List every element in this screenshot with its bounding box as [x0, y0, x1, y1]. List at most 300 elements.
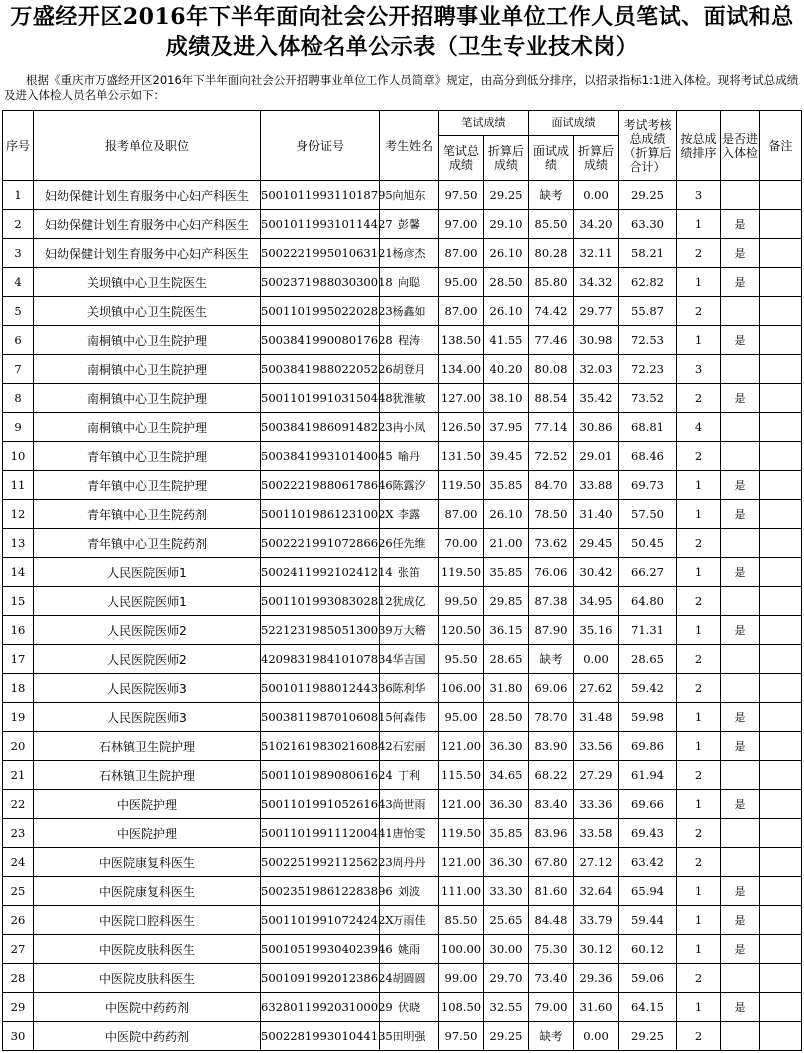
cell-rank: 2 [677, 645, 721, 674]
cell-note [760, 297, 802, 326]
cell-physical [721, 529, 760, 558]
cell-interview-score: 85.50 [529, 210, 574, 239]
cell-index: 1 [3, 181, 34, 210]
cell-id: 500222199501063121 [261, 239, 380, 268]
cell-index: 3 [3, 239, 34, 268]
table-row [3, 268, 802, 297]
cell-unit: 南桐镇中心卫生院护理 [34, 413, 261, 442]
cell-id: 500109199201238624 [261, 964, 380, 993]
cell-id: 500105199304023946 [261, 935, 380, 964]
cell-written-total: 131.50 [439, 442, 484, 471]
cell-physical [721, 297, 760, 326]
cell-physical: 是 [721, 239, 760, 268]
cell-index: 16 [3, 616, 34, 645]
cell-rank: 1 [677, 471, 721, 500]
cell-rank: 1 [677, 326, 721, 355]
cell-note [760, 935, 802, 964]
cell-name: 石宏丽 [380, 732, 439, 761]
cell-id: 500384199310140045 [261, 442, 380, 471]
cell-note [760, 210, 802, 239]
cell-interview-conv: 32.11 [574, 239, 619, 268]
cell-written-total: 95.00 [439, 703, 484, 732]
cell-written-total: 121.00 [439, 848, 484, 877]
cell-index: 25 [3, 877, 34, 906]
cell-index: 13 [3, 529, 34, 558]
cell-physical: 是 [721, 703, 760, 732]
cell-written-total: 127.00 [439, 384, 484, 413]
cell-interview-conv: 29.45 [574, 529, 619, 558]
cell-physical: 是 [721, 616, 760, 645]
cell-physical [721, 674, 760, 703]
cell-name: 丁利 [380, 761, 439, 790]
cell-name: 周丹丹 [380, 848, 439, 877]
cell-note [760, 239, 802, 268]
cell-rank: 2 [677, 239, 721, 268]
cell-interview-conv: 34.95 [574, 587, 619, 616]
cell-rank: 2 [677, 819, 721, 848]
cell-written-total: 119.50 [439, 558, 484, 587]
cell-note [760, 732, 802, 761]
cell-id: 500222198806178646 [261, 471, 380, 500]
cell-total: 58.21 [619, 239, 677, 268]
cell-written-conv: 29.25 [484, 181, 529, 210]
table-row [3, 645, 802, 674]
cell-name: 程涛 [380, 326, 439, 355]
cell-name: 刘波 [380, 877, 439, 906]
cell-note [760, 268, 802, 297]
header-id: 身份证号 [261, 111, 380, 181]
cell-unit: 人民医院医师2 [34, 616, 261, 645]
cell-id: 500241199210241214 [261, 558, 380, 587]
cell-written-total: 70.00 [439, 529, 484, 558]
cell-physical: 是 [721, 268, 760, 297]
cell-rank: 1 [677, 906, 721, 935]
cell-name: 犹淮敏 [380, 384, 439, 413]
cell-index: 20 [3, 732, 34, 761]
table-row [3, 384, 802, 413]
cell-written-total: 120.50 [439, 616, 484, 645]
table-row [3, 500, 802, 529]
cell-id: 500384199008017628 [261, 326, 380, 355]
cell-rank: 2 [677, 384, 721, 413]
cell-id: 500235198612283896 [261, 877, 380, 906]
cell-note [760, 442, 802, 471]
cell-note [760, 181, 802, 210]
cell-physical: 是 [721, 210, 760, 239]
cell-written-conv: 26.10 [484, 297, 529, 326]
cell-name: 向聪 [380, 268, 439, 297]
cell-name: 陈露汐 [380, 471, 439, 500]
cell-note [760, 993, 802, 1022]
cell-total: 62.82 [619, 268, 677, 297]
table-row [3, 790, 802, 819]
table-row [3, 326, 802, 355]
cell-rank: 1 [677, 210, 721, 239]
cell-name: 向旭东 [380, 181, 439, 210]
cell-total: 71.31 [619, 616, 677, 645]
cell-index: 18 [3, 674, 34, 703]
cell-interview-score: 88.54 [529, 384, 574, 413]
cell-note [760, 1022, 802, 1051]
cell-id: 510216198302160842 [261, 732, 380, 761]
cell-note [760, 964, 802, 993]
cell-id: 500110198908061624 [261, 761, 380, 790]
cell-rank: 1 [677, 268, 721, 297]
cell-name: 陈利华 [380, 674, 439, 703]
cell-interview-score: 76.06 [529, 558, 574, 587]
cell-written-total: 87.00 [439, 500, 484, 529]
cell-written-conv: 29.25 [484, 1022, 529, 1051]
cell-rank: 1 [677, 616, 721, 645]
cell-index: 9 [3, 413, 34, 442]
cell-name: 杨彦杰 [380, 239, 439, 268]
cell-name: 李露 [380, 500, 439, 529]
cell-physical [721, 645, 760, 674]
cell-id: 50011019861231002X [261, 500, 380, 529]
header-written-total: 笔试总成绩 [439, 136, 484, 181]
header-physical: 是否进入体检 [721, 111, 760, 181]
cell-unit: 中医院皮肤科医生 [34, 935, 261, 964]
cell-written-conv: 35.85 [484, 558, 529, 587]
header-name: 考生姓名 [380, 111, 439, 181]
cell-total: 29.25 [619, 181, 677, 210]
table-row [3, 210, 802, 239]
cell-written-conv: 36.30 [484, 848, 529, 877]
cell-interview-conv: 31.48 [574, 703, 619, 732]
header-interview-conv: 折算后成绩 [574, 136, 619, 181]
cell-unit: 妇幼保健计划生育服务中心妇产科医生 [34, 239, 261, 268]
cell-physical: 是 [721, 906, 760, 935]
cell-note [760, 906, 802, 935]
cell-interview-conv: 33.79 [574, 906, 619, 935]
cell-interview-score: 68.22 [529, 761, 574, 790]
cell-unit: 妇幼保健计划生育服务中心妇产科医生 [34, 181, 261, 210]
cell-interview-score: 73.62 [529, 529, 574, 558]
cell-index: 17 [3, 645, 34, 674]
cell-rank: 2 [677, 297, 721, 326]
cell-note [760, 587, 802, 616]
cell-unit: 中医院康复科医生 [34, 877, 261, 906]
cell-id: 500237198803030018 [261, 268, 380, 297]
cell-interview-conv: 29.77 [574, 297, 619, 326]
cell-interview-conv: 27.12 [574, 848, 619, 877]
cell-unit: 青年镇中心卫生院护理 [34, 471, 261, 500]
cell-written-conv: 29.85 [484, 587, 529, 616]
cell-name: 胡登月 [380, 355, 439, 384]
cell-written-total: 115.50 [439, 761, 484, 790]
cell-written-conv: 38.10 [484, 384, 529, 413]
cell-written-conv: 41.55 [484, 326, 529, 355]
cell-written-conv: 25.65 [484, 906, 529, 935]
cell-written-conv: 26.10 [484, 239, 529, 268]
cell-name: 田明强 [380, 1022, 439, 1051]
cell-interview-score: 缺考 [529, 1022, 574, 1051]
cell-interview-conv: 33.88 [574, 471, 619, 500]
cell-note [760, 877, 802, 906]
cell-interview-score: 84.48 [529, 906, 574, 935]
cell-interview-conv: 0.00 [574, 645, 619, 674]
cell-total: 50.45 [619, 529, 677, 558]
cell-total: 65.94 [619, 877, 677, 906]
table-row [3, 355, 802, 384]
cell-unit: 南桐镇中心卫生院护理 [34, 326, 261, 355]
cell-physical: 是 [721, 384, 760, 413]
cell-note [760, 500, 802, 529]
cell-unit: 人民医院医师3 [34, 703, 261, 732]
cell-interview-score: 72.52 [529, 442, 574, 471]
cell-written-conv: 36.30 [484, 790, 529, 819]
cell-name: 喻丹 [380, 442, 439, 471]
cell-written-conv: 29.10 [484, 210, 529, 239]
cell-written-total: 108.50 [439, 993, 484, 1022]
cell-name: 张笛 [380, 558, 439, 587]
cell-total: 59.42 [619, 674, 677, 703]
cell-id: 500384198802205226 [261, 355, 380, 384]
cell-note [760, 529, 802, 558]
cell-rank: 3 [677, 355, 721, 384]
cell-written-total: 99.00 [439, 964, 484, 993]
cell-index: 29 [3, 993, 34, 1022]
cell-rank: 1 [677, 558, 721, 587]
cell-interview-score: 79.00 [529, 993, 574, 1022]
cell-interview-conv: 29.01 [574, 442, 619, 471]
table-row [3, 587, 802, 616]
cell-total: 57.50 [619, 500, 677, 529]
cell-interview-score: 73.40 [529, 964, 574, 993]
cell-name: 唐怡雯 [380, 819, 439, 848]
cell-written-total: 95.00 [439, 268, 484, 297]
cell-interview-score: 83.40 [529, 790, 574, 819]
cell-written-total: 121.00 [439, 732, 484, 761]
cell-written-conv: 28.50 [484, 268, 529, 297]
cell-written-total: 111.00 [439, 877, 484, 906]
cell-written-total: 97.00 [439, 210, 484, 239]
cell-rank: 1 [677, 993, 721, 1022]
cell-unit: 中医院护理 [34, 819, 261, 848]
table-row [3, 819, 802, 848]
table-row [3, 964, 802, 993]
cell-index: 28 [3, 964, 34, 993]
table-row [3, 877, 802, 906]
cell-physical: 是 [721, 471, 760, 500]
cell-written-conv: 36.30 [484, 732, 529, 761]
header-rank: 按总成绩排序 [677, 111, 721, 181]
cell-total: 72.23 [619, 355, 677, 384]
cell-name: 任先维 [380, 529, 439, 558]
cell-id: 500110199502202823 [261, 297, 380, 326]
cell-interview-score: 缺考 [529, 645, 574, 674]
cell-written-total: 99.50 [439, 587, 484, 616]
cell-rank: 2 [677, 587, 721, 616]
cell-interview-conv: 33.36 [574, 790, 619, 819]
header-index: 序号 [3, 111, 34, 181]
page-title: 万盛经开区2016年下半年面向社会公开招聘事业单位工作人员笔试、面试和总成绩及进入体检名单公示表（卫生专业技术岗） [10, 4, 794, 60]
cell-name: 华吉国 [380, 645, 439, 674]
cell-interview-score: 78.70 [529, 703, 574, 732]
cell-physical: 是 [721, 993, 760, 1022]
cell-written-conv: 33.30 [484, 877, 529, 906]
table-row [3, 674, 802, 703]
cell-unit: 人民医院医师1 [34, 587, 261, 616]
cell-id: 500222199107286626 [261, 529, 380, 558]
table-row [3, 297, 802, 326]
cell-interview-score: 缺考 [529, 181, 574, 210]
cell-unit: 青年镇中心卫生院药剂 [34, 529, 261, 558]
cell-unit: 人民医院医师3 [34, 674, 261, 703]
table-row [3, 616, 802, 645]
cell-name: 彭馨 [380, 210, 439, 239]
table-row [3, 239, 802, 268]
cell-interview-score: 80.28 [529, 239, 574, 268]
cell-note [760, 674, 802, 703]
cell-index: 8 [3, 384, 34, 413]
cell-unit: 石林镇卫生院护理 [34, 761, 261, 790]
cell-unit: 中医院护理 [34, 790, 261, 819]
cell-id: 50011019910724242X [261, 906, 380, 935]
cell-physical [721, 587, 760, 616]
cell-interview-score: 80.08 [529, 355, 574, 384]
cell-total: 28.65 [619, 645, 677, 674]
cell-physical [721, 964, 760, 993]
cell-index: 26 [3, 906, 34, 935]
cell-index: 15 [3, 587, 34, 616]
cell-written-conv: 36.15 [484, 616, 529, 645]
cell-unit: 中医院口腔科医生 [34, 906, 261, 935]
cell-written-conv: 21.00 [484, 529, 529, 558]
table-row [3, 761, 802, 790]
cell-rank: 2 [677, 761, 721, 790]
cell-name: 冉小凤 [380, 413, 439, 442]
cell-total: 64.80 [619, 587, 677, 616]
cell-id: 500101199310114427 [261, 210, 380, 239]
cell-interview-score: 77.46 [529, 326, 574, 355]
cell-total: 60.12 [619, 935, 677, 964]
cell-id: 500384198609148223 [261, 413, 380, 442]
cell-unit: 中医院中药药剂 [34, 993, 261, 1022]
cell-note [760, 471, 802, 500]
cell-rank: 2 [677, 674, 721, 703]
cell-interview-conv: 30.42 [574, 558, 619, 587]
cell-rank: 4 [677, 413, 721, 442]
cell-id: 632801199203100029 [261, 993, 380, 1022]
cell-total: 63.30 [619, 210, 677, 239]
cell-interview-score: 67.80 [529, 848, 574, 877]
cell-interview-conv: 0.00 [574, 1022, 619, 1051]
cell-unit: 人民医院医师2 [34, 645, 261, 674]
cell-note [760, 790, 802, 819]
cell-rank: 2 [677, 529, 721, 558]
cell-rank: 1 [677, 877, 721, 906]
cell-index: 6 [3, 326, 34, 355]
cell-id: 420983198410107834 [261, 645, 380, 674]
cell-written-conv: 37.95 [484, 413, 529, 442]
table-row [3, 1022, 802, 1051]
cell-total: 29.25 [619, 1022, 677, 1051]
cell-unit: 关坝镇中心卫生院医生 [34, 268, 261, 297]
cell-name: 杨鑫如 [380, 297, 439, 326]
cell-name: 何森伟 [380, 703, 439, 732]
cell-name: 万大稽 [380, 616, 439, 645]
cell-total: 59.44 [619, 906, 677, 935]
cell-name: 伏晓 [380, 993, 439, 1022]
cell-physical [721, 413, 760, 442]
header-total: 考试考核总成绩（折算后合计） [619, 111, 677, 181]
cell-interview-conv: 32.03 [574, 355, 619, 384]
cell-physical: 是 [721, 500, 760, 529]
cell-interview-conv: 31.40 [574, 500, 619, 529]
cell-interview-score: 69.06 [529, 674, 574, 703]
header-interview-group: 面试成绩 [529, 111, 619, 136]
cell-written-total: 106.00 [439, 674, 484, 703]
cell-rank: 2 [677, 442, 721, 471]
cell-note [760, 848, 802, 877]
cell-written-conv: 31.80 [484, 674, 529, 703]
cell-note [760, 355, 802, 384]
cell-total: 69.73 [619, 471, 677, 500]
cell-interview-conv: 34.32 [574, 268, 619, 297]
cell-id: 500225199211256223 [261, 848, 380, 877]
cell-rank: 2 [677, 848, 721, 877]
cell-interview-conv: 29.36 [574, 964, 619, 993]
cell-interview-conv: 32.64 [574, 877, 619, 906]
cell-total: 72.53 [619, 326, 677, 355]
cell-interview-conv: 35.42 [574, 384, 619, 413]
table-row [3, 906, 802, 935]
cell-written-conv: 28.50 [484, 703, 529, 732]
header-row-top [3, 111, 802, 136]
cell-index: 7 [3, 355, 34, 384]
cell-unit: 青年镇中心卫生院护理 [34, 442, 261, 471]
cell-written-total: 134.00 [439, 355, 484, 384]
header-written-group: 笔试成绩 [439, 111, 529, 136]
cell-id: 522123198505130039 [261, 616, 380, 645]
cell-interview-conv: 34.20 [574, 210, 619, 239]
cell-total: 68.81 [619, 413, 677, 442]
cell-note [760, 413, 802, 442]
cell-physical: 是 [721, 877, 760, 906]
cell-interview-conv: 33.56 [574, 732, 619, 761]
cell-id: 500110199103150448 [261, 384, 380, 413]
cell-physical [721, 761, 760, 790]
cell-index: 5 [3, 297, 34, 326]
cell-name: 胡圆圆 [380, 964, 439, 993]
cell-total: 61.94 [619, 761, 677, 790]
table-row [3, 935, 802, 964]
cell-interview-conv: 30.98 [574, 326, 619, 355]
cell-total: 55.87 [619, 297, 677, 326]
cell-total: 69.43 [619, 819, 677, 848]
intro-paragraph [4, 73, 800, 103]
cell-note [760, 645, 802, 674]
cell-unit: 石林镇卫生院护理 [34, 732, 261, 761]
cell-interview-score: 87.38 [529, 587, 574, 616]
cell-interview-score: 77.14 [529, 413, 574, 442]
cell-interview-score: 83.96 [529, 819, 574, 848]
cell-rank: 1 [677, 935, 721, 964]
cell-physical [721, 442, 760, 471]
cell-unit: 南桐镇中心卫生院护理 [34, 384, 261, 413]
cell-total: 66.27 [619, 558, 677, 587]
cell-total: 68.46 [619, 442, 677, 471]
cell-written-conv: 26.10 [484, 500, 529, 529]
cell-id: 500228199301044135 [261, 1022, 380, 1051]
cell-written-conv: 30.00 [484, 935, 529, 964]
cell-unit: 中医院中药药剂 [34, 1022, 261, 1051]
table-row [3, 703, 802, 732]
cell-id: 500101198801244336 [261, 674, 380, 703]
cell-written-total: 87.00 [439, 239, 484, 268]
cell-index: 24 [3, 848, 34, 877]
